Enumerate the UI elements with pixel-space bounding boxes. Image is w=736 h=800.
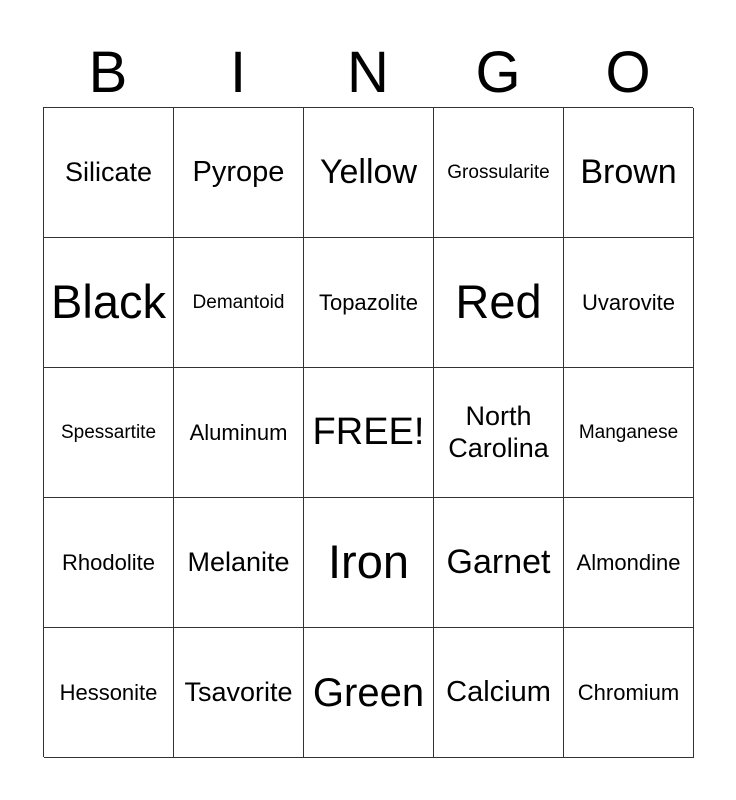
header-letter-g: G [475, 40, 521, 105]
cell-label: Iron [328, 535, 409, 589]
bingo-cell[interactable] [44, 368, 174, 498]
cell-label: Spessartite [60, 421, 157, 443]
bingo-cell[interactable] [174, 628, 304, 758]
header-letter-n: N [347, 40, 389, 105]
cell-label: Garnet [446, 542, 551, 581]
cell-label: Silicate [64, 156, 153, 187]
bingo-cell[interactable] [304, 628, 434, 758]
cell-label: Calcium [446, 675, 551, 708]
cell-label: Almondine [576, 549, 681, 575]
cell-label: Topazolite [318, 289, 419, 315]
cell-label: Chromium [577, 679, 680, 705]
bingo-cell[interactable] [304, 498, 434, 628]
cell-label: Red [455, 275, 542, 329]
bingo-cell[interactable] [564, 498, 694, 628]
bingo-cell[interactable] [434, 498, 564, 628]
cell-label: Melanite [187, 546, 290, 577]
cell-label: Yellow [319, 152, 418, 191]
bingo-cell[interactable] [44, 498, 174, 628]
cell-label: Tsavorite [184, 676, 293, 707]
bingo-cell[interactable] [44, 238, 174, 368]
bingo-cell[interactable] [564, 238, 694, 368]
cell-label: Grossularite [447, 161, 550, 183]
cell-label: Manganese [578, 421, 679, 443]
header-letter-i: I [229, 40, 247, 105]
bingo-cell[interactable] [434, 628, 564, 758]
bingo-cell[interactable] [304, 238, 434, 368]
bingo-cell[interactable] [174, 498, 304, 628]
cell-label: Rhodolite [62, 549, 155, 575]
cell-label: Uvarovite [582, 289, 675, 315]
cell-label: Brown [580, 152, 677, 191]
bingo-cell[interactable] [174, 368, 304, 498]
bingo-cell[interactable] [174, 108, 304, 238]
bingo-cell[interactable] [44, 108, 174, 238]
cell-label: Black [51, 275, 166, 329]
header-letter-o: O [605, 40, 651, 105]
bingo-cell[interactable] [564, 368, 694, 498]
bingo-cell[interactable] [434, 108, 564, 238]
bingo-cell[interactable] [434, 368, 564, 498]
bingo-header [43, 38, 693, 108]
bingo-cell[interactable] [434, 238, 564, 368]
cell-label: Aluminum [189, 419, 288, 445]
header-letter-b: B [88, 40, 128, 105]
cell-label: Pyrope [192, 155, 285, 188]
cell-label: Hessonite [59, 679, 158, 705]
cell-label: Demantoid [192, 291, 285, 313]
bingo-grid [43, 107, 693, 757]
cell-label: Green [312, 670, 425, 715]
bingo-cell[interactable] [44, 628, 174, 758]
bingo-cell[interactable] [304, 108, 434, 238]
free-space-label: FREE! [312, 410, 425, 453]
free-space[interactable] [304, 368, 434, 498]
bingo-cell[interactable] [174, 238, 304, 368]
cell-label: North Carolina [448, 401, 549, 463]
bingo-cell[interactable] [564, 628, 694, 758]
bingo-cell[interactable] [564, 108, 694, 238]
